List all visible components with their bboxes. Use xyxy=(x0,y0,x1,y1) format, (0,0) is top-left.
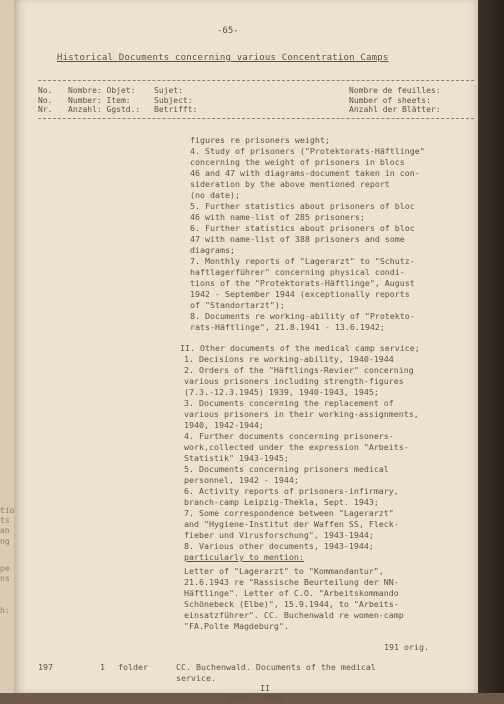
header-sheets: Number of sheets: xyxy=(349,95,431,105)
section-line: 2. Orders of the "Häftlings-Revier" concerning xyxy=(184,365,414,375)
mention-line: 21.6.1943 re "Rassische Beurteilung der NN- xyxy=(184,577,399,587)
margin-fragment: ns xyxy=(0,574,10,583)
body-line: concerning the weight of prisoners in blocs xyxy=(190,157,405,167)
footer-count: 1 xyxy=(100,662,105,672)
margin-fragment: ng xyxy=(0,537,10,546)
body-line: 1942 - September 1944 (exceptionally reports xyxy=(190,289,410,299)
page-number: -65- xyxy=(217,26,239,36)
footer-subject: CC. Buchenwald. Documents of the medical xyxy=(176,662,376,672)
body-line: 6. Further statistics about prisoners of bloc xyxy=(190,223,415,233)
body-line: figures re prisoners weight; xyxy=(190,135,330,145)
mention-line: einsatzführer". CC. Buchenwald re women-camp xyxy=(184,610,404,620)
adjacent-page-edge xyxy=(0,0,14,693)
header-bottom-rule xyxy=(38,118,474,119)
body-line: 46 and 47 with diagrams-document taken in con- xyxy=(190,168,420,178)
footer-unit: folder xyxy=(118,662,148,672)
document-page xyxy=(14,0,478,703)
body-line: 4. Study of prisoners ("Protektorats-Häftlinge" xyxy=(190,146,425,156)
header-top-rule xyxy=(38,80,474,81)
binding-edge xyxy=(478,0,504,693)
section-line: 4. Further documents concerning prisoners- xyxy=(184,431,394,441)
section-line: and "Hygiene-Institut der Waffen SS, Fleck- xyxy=(184,519,399,529)
section-line: 8. Various other documents, 1943-1944; xyxy=(184,541,374,551)
footer-number: 197 xyxy=(38,662,53,672)
body-line: 46 with name-list of 285 prisoners; xyxy=(190,212,365,222)
section-line: 6. Activity reports of prisoners-infirmary, xyxy=(184,486,399,496)
margin-fragment: tio xyxy=(0,506,15,515)
header-subject: Subject: xyxy=(154,95,193,105)
header-betrifft: Betrifft: xyxy=(154,105,198,114)
section-line: various prisoners in their working-assignments, xyxy=(184,409,419,419)
margin-fragment: an xyxy=(0,526,10,535)
section-heading: II. Other documents of the medical camp service; xyxy=(180,343,420,353)
section-line: personnel, 1942 - 1944; xyxy=(184,475,299,485)
section-line: branch-camp Leipzig-Thekla, Sept. 1943; xyxy=(184,497,379,507)
section-line: various prisoners including strength-figures xyxy=(184,376,404,386)
footer-subject-2: service. xyxy=(176,673,216,683)
mention-line: Häftlinge". Letter of C.O. "Arbeitskommando xyxy=(184,588,399,598)
section-line: fieber und Virusforschung", 1943-1944; xyxy=(184,530,374,540)
body-line: rats-Häftlinge", 21.8.1941 - 13.6.1942; xyxy=(190,322,385,332)
body-line: (no date); xyxy=(190,190,240,200)
header-number: Number: Item: xyxy=(68,95,131,105)
body-line: diagrams; xyxy=(190,245,235,255)
body-line: 8. Documents re working-ability of "Protekto- xyxy=(190,311,415,321)
header-blaetter: Anzahl der Blätter: xyxy=(349,105,441,114)
section-line: 7. Some correspondence between "Lagerarzt" xyxy=(184,508,394,518)
body-line: haftlagerführer" concerning physical condi- xyxy=(190,267,405,277)
orig-note: 191 orig. xyxy=(384,642,429,652)
section-line: 1. Decisions re working-ability, 1940-1944 xyxy=(184,354,394,364)
mention-line: "FA.Polte Magdeburg". xyxy=(184,621,289,631)
footer-roman: II xyxy=(260,683,270,693)
body-line: 7. Monthly reports of "Lagerarzt" to "Schutz- xyxy=(190,256,415,266)
body-line: sideration by the above mentioned report xyxy=(190,179,390,189)
footer-years: 1940 - 1945 xyxy=(228,693,283,703)
header-no-2: No. xyxy=(38,95,53,105)
particularly-label: particularly to mention: xyxy=(184,552,304,562)
header-sujet: Sujet: xyxy=(154,86,183,95)
header-feuilles: Nombre de feuilles: xyxy=(349,86,441,95)
section-line: 3. Documents concerning the replacement of xyxy=(184,398,394,408)
body-line: 5. Further statistics about prisoners of bloc xyxy=(190,201,415,211)
section-line: (7.3.-12.3.1945) 1939, 1940-1943, 1945; xyxy=(184,387,379,397)
body-line: tions of the "Protektorats-Häftlinge", August xyxy=(190,278,415,288)
header-no-1: No. xyxy=(38,86,53,95)
body-line: of "Standortarzt"); xyxy=(190,300,285,310)
mention-line: Letter of "Lagerarzt" to "Kommandantur", xyxy=(184,566,384,576)
section-line: 5. Documents concerning prisoners medical xyxy=(184,464,389,474)
section-line: Statistik" 1943-1945; xyxy=(184,453,289,463)
header-anzahl: Anzahl: Ggstd.: xyxy=(68,105,141,114)
section-line: work,collected under the expression "Arbeits- xyxy=(184,442,409,452)
header-no-3: Nr. xyxy=(38,105,53,114)
margin-fragment: h: xyxy=(0,606,10,615)
body-line: 47 with name-list of 388 prisoners and some xyxy=(190,234,405,244)
section-line: 1940, 1942-1944; xyxy=(184,420,264,430)
mention-line: Schönebeck (Elbe)", 15.9.1944, to "Arbeits- xyxy=(184,599,399,609)
margin-fragment: pe xyxy=(0,564,10,573)
header-nombre: Nombre: Objet: xyxy=(68,86,136,95)
document-title: Historical Documents concerning various Concentration Camps xyxy=(57,53,389,63)
margin-fragment: ts xyxy=(0,516,10,525)
